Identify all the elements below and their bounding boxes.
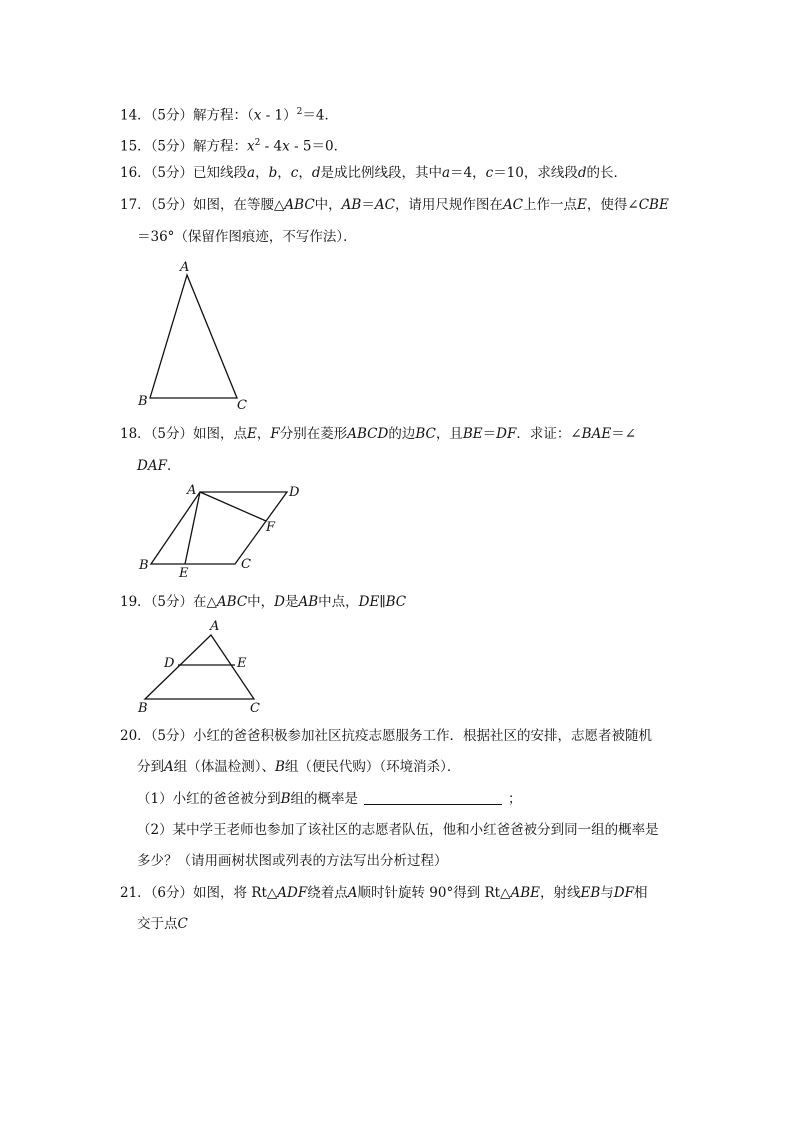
var: E (247, 426, 257, 442)
var: BAE (581, 426, 612, 442)
question-text: ＝10，求线段 (493, 165, 578, 181)
question-number: 16． (120, 165, 151, 181)
score: （5分） (150, 165, 194, 181)
question-20-part-2-line-2: 多少？（请用画树状图或列表的方法写出分析过程） (137, 853, 448, 869)
var: CBE (638, 197, 669, 213)
question-text: ，请用尺规作图在 (394, 197, 503, 213)
question-text: 分到 (137, 759, 164, 775)
var: ABC (216, 594, 248, 610)
question-text: ．求证：∠ (516, 426, 582, 442)
question-text: - 4 (260, 138, 283, 155)
question-text: ＝∠ (611, 426, 636, 442)
question-text: 与 (600, 885, 614, 901)
var: AB (298, 594, 319, 610)
var: d (311, 165, 321, 181)
triangle-abc (150, 275, 237, 398)
exponent: 2 (296, 107, 303, 117)
var: AB (341, 197, 362, 213)
var: BC (385, 594, 407, 610)
var: E (577, 197, 587, 213)
question-text: 如图，将 Rt△ (193, 885, 278, 901)
question-text: 的长． (586, 165, 628, 181)
segment-af (200, 492, 266, 521)
question-text: ＝4． (302, 107, 338, 124)
label-e: E (237, 656, 247, 671)
score: （5分） (150, 107, 194, 124)
question-text: - 1） (261, 107, 297, 124)
var: DF (496, 426, 517, 442)
question-text: 顺时针旋转 90°得到 Rt△ (357, 885, 511, 901)
var: AC (374, 197, 395, 213)
var: d (577, 165, 587, 181)
score: （5分） (150, 426, 194, 442)
question-number: 19． (120, 594, 151, 610)
question-number: 15． (120, 138, 151, 155)
var: F (270, 426, 280, 442)
question-text: 是 (285, 594, 299, 610)
question-text: 在△ (193, 594, 217, 610)
label-d: D (289, 485, 300, 500)
question-text: 中， (247, 594, 275, 610)
question-text: 组的概率是 (290, 791, 359, 807)
label-f: F (266, 520, 276, 535)
figure-17-triangle (137, 260, 247, 413)
var: ADF (277, 885, 308, 901)
question-text: 小红的爸爸积极参加社区抗疫志愿服务工作．根据社区的安排，志愿者被随机 (193, 728, 653, 744)
label-a: A (210, 619, 220, 634)
question-number: 14． (120, 107, 151, 124)
var: c (485, 165, 494, 181)
label-d: D (164, 656, 175, 671)
question-text: 交于点 (137, 916, 178, 932)
question-text: 中， (314, 197, 342, 213)
question-text: 相 (634, 885, 648, 901)
var: BC (415, 426, 436, 442)
label-b: B (138, 701, 148, 716)
label-a: A (187, 483, 197, 498)
var: x (247, 138, 255, 155)
var: x (253, 107, 262, 124)
question-text: 解方程： (193, 138, 248, 155)
question-20-part-2: （2）某中学王老师也参加了该社区的志愿者队伍，他和小红爸爸被分到同一组的概率是 (137, 822, 659, 838)
var: B (275, 759, 285, 775)
figure-18-rhombus (138, 483, 300, 581)
var: DF (613, 885, 634, 901)
question-text: 已知线段 (193, 165, 248, 181)
question-text: 如图，在等腰△ (193, 197, 285, 213)
var: ABCD (347, 426, 389, 442)
var: C (177, 916, 188, 932)
var: A (347, 885, 358, 901)
question-text: 分别在菱形 (279, 426, 348, 442)
question-text: 组（体温检测）、 (173, 759, 275, 775)
figure-19-triangle (137, 619, 260, 716)
question-text: ＝ (482, 426, 497, 442)
var: BE (462, 426, 483, 442)
question-text: 中点， (318, 594, 359, 610)
score: （5分） (150, 594, 194, 610)
var: EB (580, 885, 601, 901)
var: DAF (137, 458, 167, 474)
question-16: 16．（5分）已知线段a，b，c，d是成比例线段，其中a＝4，c＝10，求线段d的长． (120, 165, 628, 181)
question-text: - 5＝0． (289, 138, 348, 155)
var: D (274, 594, 285, 610)
var: a (441, 165, 451, 181)
question-text: ． (166, 458, 181, 474)
label-a: A (180, 260, 190, 275)
score: （5分） (150, 138, 194, 155)
question-text: 的边 (388, 426, 416, 442)
label-b: B (138, 394, 148, 409)
var: b (268, 165, 278, 181)
var: a (247, 165, 256, 181)
question-text: 上作一点 (523, 197, 578, 213)
question-number: 20． (120, 728, 151, 744)
label-c: C (237, 398, 247, 413)
question-text: ∥ (379, 594, 386, 610)
question-number: 18． (120, 426, 151, 442)
question-text: ， (256, 426, 271, 442)
question-text: ，使得∠ (586, 197, 639, 213)
var: c (290, 165, 299, 181)
question-text: ，射线 (540, 885, 581, 901)
label-e: E (179, 566, 189, 581)
question-text: ＝4， (450, 165, 486, 181)
question-text: 绕着点 (307, 885, 348, 901)
question-text: 组（便民代购）（环境消杀）． (284, 759, 461, 775)
exponent: 2 (254, 138, 261, 148)
question-text: ，且 (435, 426, 463, 442)
score: （5分） (150, 728, 194, 744)
score: （6分） (150, 885, 194, 901)
var: x (282, 138, 290, 155)
question-17-line-2: ＝36°（保留作图痕迹，不写作法）． (137, 229, 357, 245)
label-c: C (250, 701, 260, 716)
var: B (280, 791, 291, 807)
score: （5分） (150, 197, 194, 213)
question-text: 如图，点 (193, 426, 248, 442)
question-number: 17． (120, 197, 151, 213)
label-b: B (139, 558, 149, 573)
question-text: ＝ (361, 197, 375, 213)
var: ABE (510, 885, 541, 901)
question-text: （1）小红的爸爸被分到 (137, 791, 281, 807)
question-text: 解方程：（ (193, 107, 254, 124)
var: AC (502, 197, 524, 213)
var: ABC (284, 197, 315, 213)
question-number: 21． (120, 885, 151, 901)
var: A (164, 759, 174, 775)
var: DE (358, 594, 380, 610)
question-text: ； (508, 791, 522, 807)
question-text: 是成比例线段，其中 (320, 165, 442, 181)
label-c: C (241, 557, 251, 572)
